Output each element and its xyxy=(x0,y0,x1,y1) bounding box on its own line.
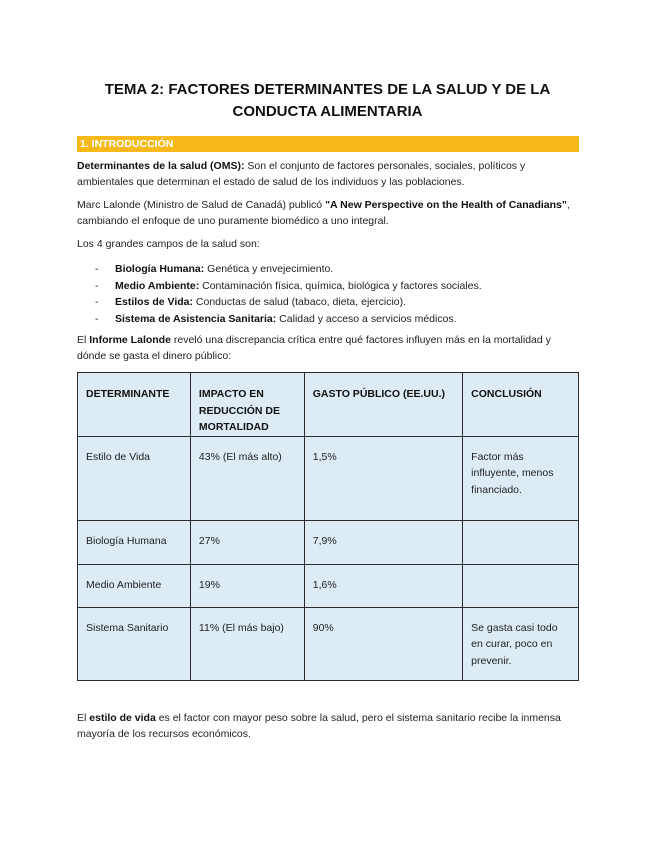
definition-text: Son el conjunto de factores personales, sociales, políticos y ambientales que determinan el estado de salud de los individuos y las poblaciones. xyxy=(77,160,526,188)
field-term: Estilos de Vida: xyxy=(115,296,193,308)
table-cell: 1,6% xyxy=(304,564,462,607)
bullet-dash: - xyxy=(95,279,99,292)
table-cell xyxy=(463,520,579,564)
table-cell: Sistema Sanitario xyxy=(78,607,191,680)
field-term: Biología Humana: xyxy=(115,263,205,275)
table-cell: 1,5% xyxy=(304,436,462,520)
table-cell: 7,9% xyxy=(304,520,462,564)
informe-text: reveló una discrepancia crítica entre qué factores influyen más en la mortalidad y dónde se gasta el dinero público: xyxy=(77,334,551,362)
lalonde-paragraph xyxy=(77,198,582,229)
table-row xyxy=(78,520,579,564)
field-desc: Contaminación física, química, biológica y factores sociales. xyxy=(199,279,482,292)
table-cell: Factor más influyente, menos financiado. xyxy=(463,436,579,520)
lalonde-suffix: , cambiando el enfoque de uno puramente biomédico a uno integral. xyxy=(77,199,570,227)
table-cell: Se gasta casi todo en curar, poco en prevenir. xyxy=(463,607,579,680)
table-header-row xyxy=(78,373,579,437)
header-gasto: GASTO PÚBLICO (EE.UU.) xyxy=(304,373,462,437)
table-cell: 19% xyxy=(190,564,304,607)
table-cell: 43% (El más alto) xyxy=(190,436,304,520)
header-conclusion: CONCLUSIÓN xyxy=(463,373,579,437)
conclusion-prefix: El xyxy=(77,712,90,724)
informe-name: Informe Lalonde xyxy=(89,334,171,346)
field-term: Medio Ambiente: xyxy=(115,279,200,292)
list-item xyxy=(93,261,573,278)
informe-prefix: El xyxy=(77,334,90,346)
table-cell: Biología Humana xyxy=(78,520,191,564)
field-desc: Calidad y acceso a servicios médicos. xyxy=(276,312,457,325)
bullet-dash: - xyxy=(95,312,99,325)
bullet-dash: - xyxy=(95,263,99,275)
health-fields-list xyxy=(93,261,573,327)
table-row xyxy=(78,436,579,520)
table-cell: Medio Ambiente xyxy=(78,564,191,607)
determinants-table xyxy=(77,372,579,681)
table-cell: 11% (El más bajo) xyxy=(190,607,304,680)
fields-intro: Los 4 grandes campos de la salud son: xyxy=(77,238,260,250)
field-desc: Genética y envejecimiento. xyxy=(204,263,334,275)
definition-paragraph xyxy=(77,159,582,190)
table-cell: 27% xyxy=(190,520,304,564)
table-cell: 90% xyxy=(304,607,462,680)
conclusion-paragraph xyxy=(77,711,582,742)
list-item xyxy=(93,278,573,295)
page-title xyxy=(60,79,595,123)
lalonde-report-title: "A New Perspective on the Health of Canadians" xyxy=(325,199,567,211)
title-line-1: TEMA 2: FACTORES DETERMINANTES DE LA SALUD Y DE LA xyxy=(104,81,551,98)
header-determinante: DETERMINANTE xyxy=(78,373,191,437)
table-cell: Estilo de Vida xyxy=(78,436,191,520)
list-item xyxy=(93,311,573,328)
table-row xyxy=(78,564,579,607)
bullet-dash: - xyxy=(95,296,99,308)
conclusion-term: estilo de vida xyxy=(89,712,156,724)
section-heading-introduccion: 1. INTRODUCCIÓN xyxy=(77,136,579,152)
conclusion-text: es el factor con mayor peso sobre la salud, pero el sistema sanitario recibe la inmensa mayoría de los recursos económicos. xyxy=(77,712,561,740)
table-row xyxy=(78,607,579,680)
field-desc: Conductas de salud (tabaco, dieta, ejercicio). xyxy=(193,296,407,308)
table-cell xyxy=(463,564,579,607)
list-item xyxy=(93,294,573,311)
informe-paragraph xyxy=(77,333,582,364)
field-term: Sistema de Asistencia Sanitaria: xyxy=(115,312,277,325)
definition-term: Determinantes de la salud (OMS): xyxy=(77,160,245,172)
title-line-2: CONDUCTA ALIMENTARIA xyxy=(232,103,423,120)
lalonde-prefix: Marc Lalonde (Ministro de Salud de Canadá) publicó xyxy=(77,199,326,211)
header-impacto: IMPACTO EN REDUCCIÓN DE MORTALIDAD xyxy=(190,373,304,437)
